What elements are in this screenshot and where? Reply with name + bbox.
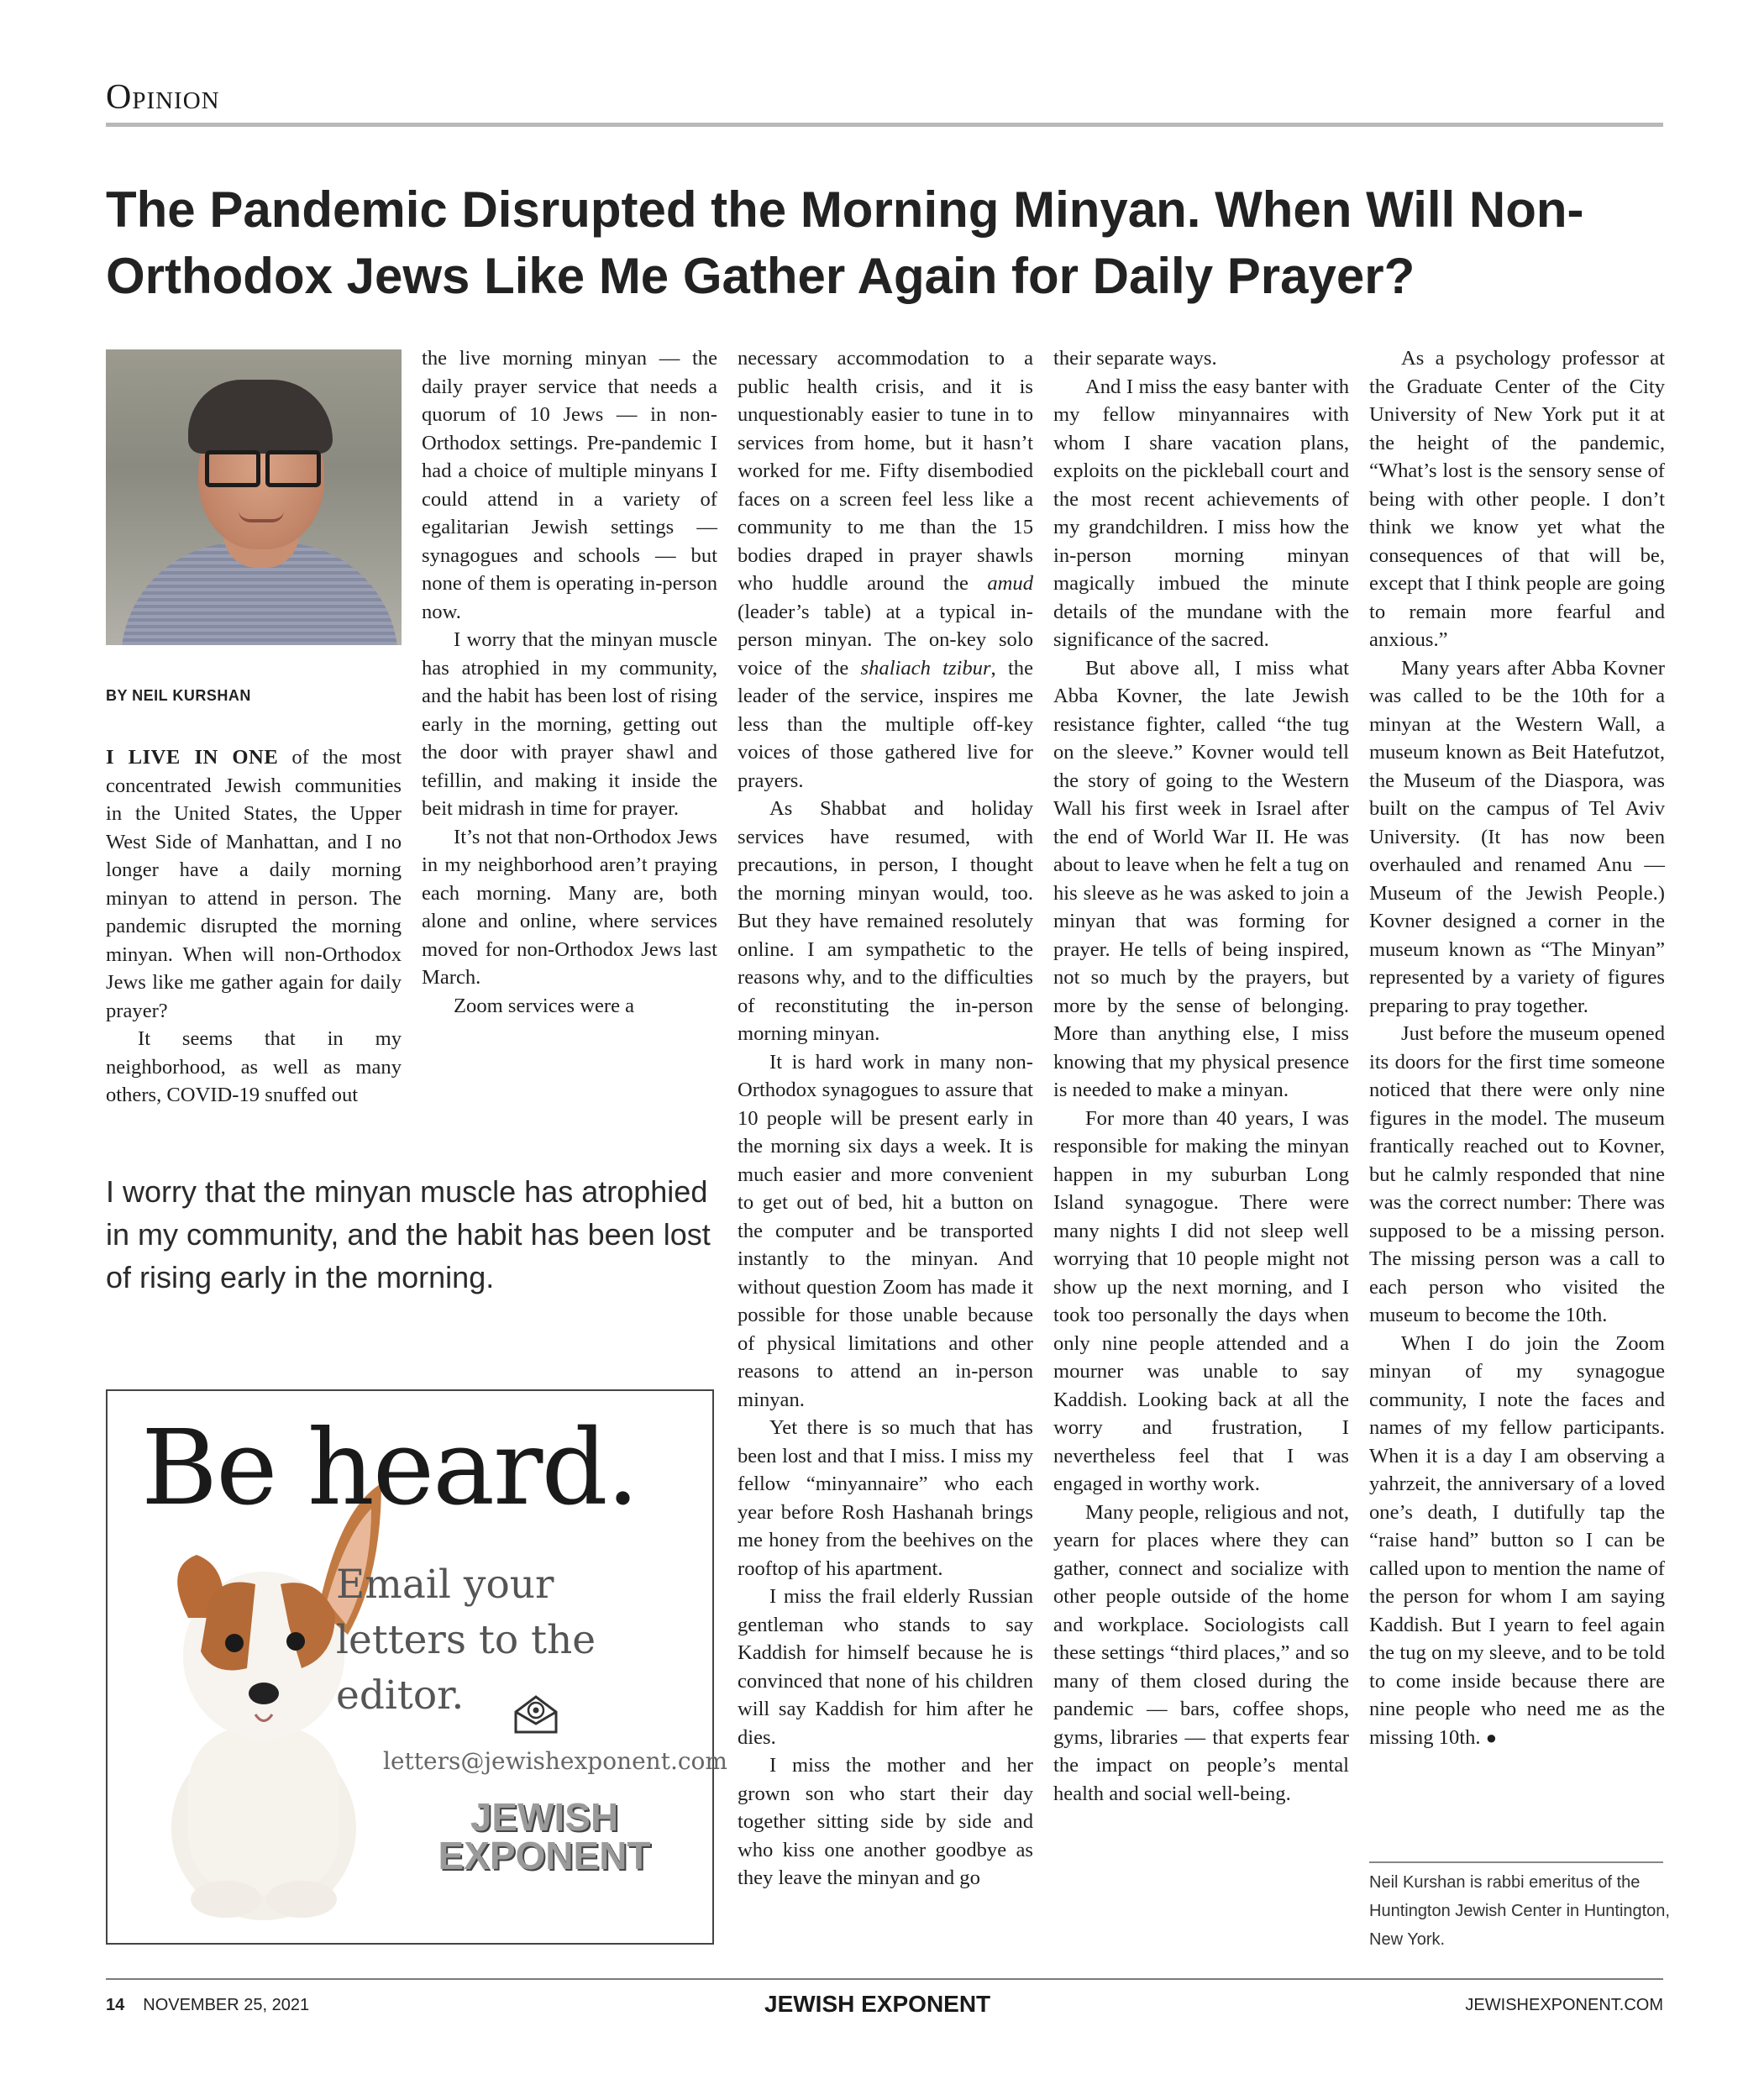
- page-number: 14: [106, 1996, 125, 2014]
- article-column-5: [1369, 344, 1665, 1751]
- article-paragraph: necessary accommodation to a public health crisis, and it is unquestionably easier to tune in to services from home, but it hasn’t worked for me. Fifty disembodied faces on a screen feel less like a community to me than the 15 bodies draped in prayer shawls who huddle around the amud (leader’s table) at a typical in-person minyan. The on-key solo voice of the shaliach tzibur, the leader of the service, inspires me less than the multiple off-key voices of those gathered live for prayers.: [738, 347, 1033, 792]
- ad-email-link[interactable]: letters@jewishexponent.com: [383, 1747, 727, 1775]
- ad-subline: Email your letters to the editor.: [336, 1562, 596, 1719]
- article-paragraph: And I miss the easy banter with my fellow minyannaires with whom I share vacation plans, exploits on the pickleball court and the most recent achievements of my grandchildren. I miss how the in-person morning minyan magically imbued the minute details of the mundane with the significance of the sacred.: [1053, 375, 1349, 651]
- author-photo: [106, 349, 402, 645]
- pull-quote: I worry that the minyan muscle has atrophied in my community, and the habit has been lost of rising early in the morning.: [106, 1174, 711, 1294]
- article-paragraph: the live morning minyan — the daily prayer service that needs a quorum of 10 Jews — in non-Orthodox settings. Pre-pandemic I had a choice of multiple minyans I could attend in a variety of egalitarian Jewish settings — synagogues and schools — but none of them is operating in-person now.: [422, 347, 717, 623]
- footer-website[interactable]: JEWISHEXPONENT.COM: [1465, 1996, 1663, 2014]
- article-column-1: [106, 743, 402, 1110]
- article-paragraph: I miss the mother and her grown son who start their day together sitting side by side and who kiss one another goodbye as they leave the minyan and go: [738, 1754, 1033, 1889]
- bio-rule: [1369, 1861, 1663, 1863]
- headline: The Pandemic Disrupted the Morning Minyan. When Will Non-Orthodox Jews Like Me Gather Again for Daily Prayer?: [106, 181, 1584, 304]
- article-paragraph: It’s not that non-Orthodox Jews in my neighborhood aren’t praying each morning. Many are, both alone and online, where services moved for non-Orthodox Jews last March.: [422, 825, 717, 989]
- article-paragraph: Zoom services were a: [454, 994, 635, 1017]
- article-paragraph: I LIVE IN ONE of the most concentrated Jewish communities in the United States, the Upper West Side of Manhattan, and I no longer have a daily morning minyan to attend in person. The pandemic disrupted the morning minyan. When will non-Orthodox Jews like me gather again for daily prayer?: [106, 746, 402, 1022]
- article-paragraph: their separate ways.: [1053, 347, 1217, 370]
- article-paragraph: For more than 40 years, I was responsible for making the minyan happen in my suburban Long Island synagogue. There were many nights I did not sleep well worrying that 10 people might not show up the next morning, and I took too personally the days when only nine people attended and a mourner was unable to say Kaddish. Looking back at all the worry and frustration, I nevertheless feel that I was engaged in worthy work.: [1053, 1106, 1349, 1495]
- footer-publication: JEWISH EXPONENT: [764, 1991, 991, 2017]
- article-paragraph: Many years after Abba Kovner was called to be the 10th for a minyan at the Western Wall, a museum known as Beit Hatefutzot, the Museum of the Diaspora, was built on the campus of Tel Aviv University. (It has now been overhauled and renamed Anu — Museum of the Jewish People.) Kovner designed a corner in the museum known as “The Minyan” represented by a variety of figures preparing to pray together.: [1369, 656, 1665, 1017]
- article-paragraph: I miss the frail elderly Russian gentleman who stands to say Kaddish for himself because he is convinced that none of his children will say Kaddish for him after he dies.: [738, 1585, 1033, 1749]
- article-paragraph: It is hard work in many non-Orthodox synagogues to assure that 10 people will be present early in the morning six days a week. It is much easier and more convenient to get out of bed, hit a button on the computer and be transported instantly to the minyan. And without question Zoom has made it possible for those unable because of physical limitations and other reasons to attend an in-person minyan.: [738, 1050, 1033, 1411]
- article-paragraph: I worry that the minyan muscle has atrophied in my community, and the habit has been lost of rising early in the morning, getting out the door with prayer shawl and tefillin, and making it inside the beit midrash in time for prayer.: [422, 628, 717, 820]
- byline: BY NEIL KURSHAN: [106, 687, 251, 704]
- ad-headline: Be heard.: [141, 1408, 638, 1529]
- footer-page-date: [106, 1996, 309, 2015]
- article-paragraph: As a psychology professor at the Graduate Center of the City University of New York put it at the height of the pandemic, “What’s lost is the sensory sense of being with other people. I don’t think we know yet what the consequences of that will be, except that I think people are going to remain more fearful and anxious.”: [1369, 347, 1665, 651]
- letters-ad: [106, 1389, 727, 1945]
- article-paragraph: It seems that in my neighborhood, as well as many others, COVID-19 snuffed out: [106, 1027, 402, 1106]
- author-bio: Neil Kurshan is rabbi emeritus of the Huntington Jewish Center in Huntington, New York.: [1369, 1873, 1670, 1949]
- article-column-2: [422, 344, 717, 1020]
- article-paragraph: As Shabbat and holiday services have resumed, with precautions, in person, I thought the morning minyan would, too. But they have remained resolutely online. I am sympathetic to the reasons why, and to the difficulties of reconstituting the in-person morning minyan.: [738, 797, 1033, 1045]
- ad-logo: JEWISH EXPONENT: [438, 1795, 651, 1877]
- article-paragraph: But above all, I miss what Abba Kovner, the late Jewish resistance fighter, called “the tug on the sleeve.” Kovner would tell the story of going to the Western Wall his first week in Israel after the end of World War II. He was about to leave when he felt a tug on his sleeve as he was asked to join a minyan that was forming for prayer. He tells of being inspired, not so much by the prayers, but more by the sense of belonging. More than anything else, I miss knowing that my physical presence is needed to make a minyan.: [1053, 656, 1349, 1101]
- envelope-at-icon: [512, 1693, 559, 1735]
- article-paragraph: When I do join the Zoom minyan of my synagogue community, I note the faces and names of my fellow participants. When it is a day I am observing a yahrzeit, the anniversary of a loved one’s death, I dutifully tap the “raise hand” button so I can be called upon to mention the name of the person for whom I am saying Kaddish. But I yearn to feel again the tug on my sleeve, and to be told to come inside because there are nine people who need me as the missing 10th. ●: [1369, 1331, 1665, 1749]
- article-paragraph: Just before the museum opened its doors for the first time someone noticed that there were only nine figures in the model. The museum frantically reached out to Kovner, but he calmly responded that nine was the correct number: There was supposed to be a missing person. The missing person was a call to each person who visited the museum to become the 10th.: [1369, 1022, 1665, 1326]
- article-column-4: [1053, 344, 1349, 1808]
- article-column-3: [738, 344, 1033, 1893]
- footer-rule: [106, 1978, 1663, 1980]
- issue-date: NOVEMBER 25, 2021: [143, 1996, 310, 2014]
- top-rule: [106, 123, 1663, 127]
- end-mark: ●: [1485, 1726, 1498, 1748]
- lead-in: I LIVE IN ONE: [106, 746, 279, 769]
- section-label: Opinion: [106, 78, 220, 117]
- article-paragraph: Many people, religious and not, yearn for places where they can gather, connect and socialize with other people outside of the home and workplace. Sociologists call these settings “third places,” and so many of them closed during the pandemic — bars, coffee shops, gyms, libraries — that experts fear the impact on people’s mental health and social well-being.: [1053, 1500, 1349, 1805]
- article-paragraph: Yet there is so much that has been lost and that I miss. I miss my fellow “minyannaire” who each year before Rosh Hashanah brings me honey from the beehives on the rooftop of his apartment.: [738, 1416, 1033, 1580]
